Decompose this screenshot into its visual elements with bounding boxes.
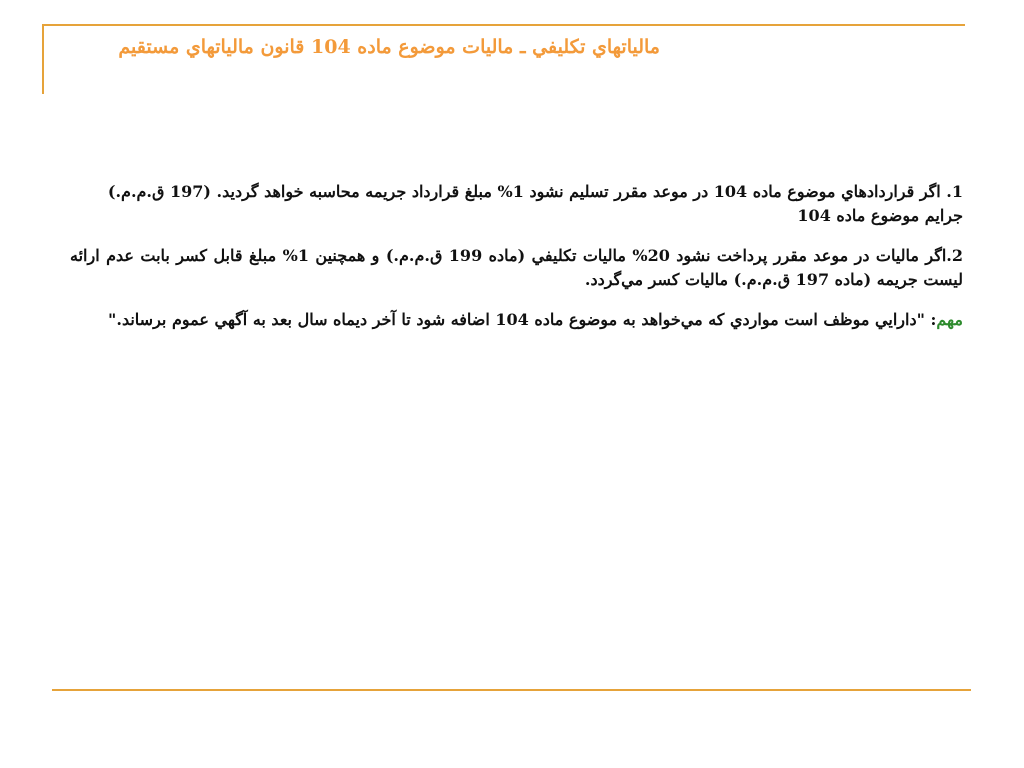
paragraph-2: 2.اگر ماليات در موعد مقرر پرداخت نشود 20% ماليات تكليفي (ماده 199 ق.م.م.) و همچنين 1% مبلغ قابل كسر بابت عدم ارائه ليست جريمه (ماده 197 ق.م.م.) ماليات كسر مي‌گردد. xyxy=(70,246,964,289)
title-frame-top-rule xyxy=(42,24,965,26)
title-frame-left-rule xyxy=(42,24,44,94)
important-text: : "دارايي موظف است مواردي كه مي‌خواهد به موضوع ماده 104 اضافه شود تا آخر ديماه سال بعد به آگهي عموم برساند." xyxy=(108,310,937,329)
paragraph-1-subtitle: جرايم موضوع ماده 104 xyxy=(797,206,963,225)
slide-content xyxy=(70,180,963,332)
bottom-rule xyxy=(52,689,971,691)
paragraph-1: 1. اگر قراردادهاي موضوع ماده 104 در موعد مقرر تسليم نشود 1% مبلغ قرارداد جريمه محاسبه خواهد گرديد. (197 ق.م.م.) xyxy=(107,182,963,201)
important-label: مهم xyxy=(936,310,963,329)
slide-title: مالياتهاي تكليفي ـ ماليات موضوع ماده 104 قانون مالياتهاي مستقيم xyxy=(118,36,660,58)
important-note xyxy=(70,308,963,332)
